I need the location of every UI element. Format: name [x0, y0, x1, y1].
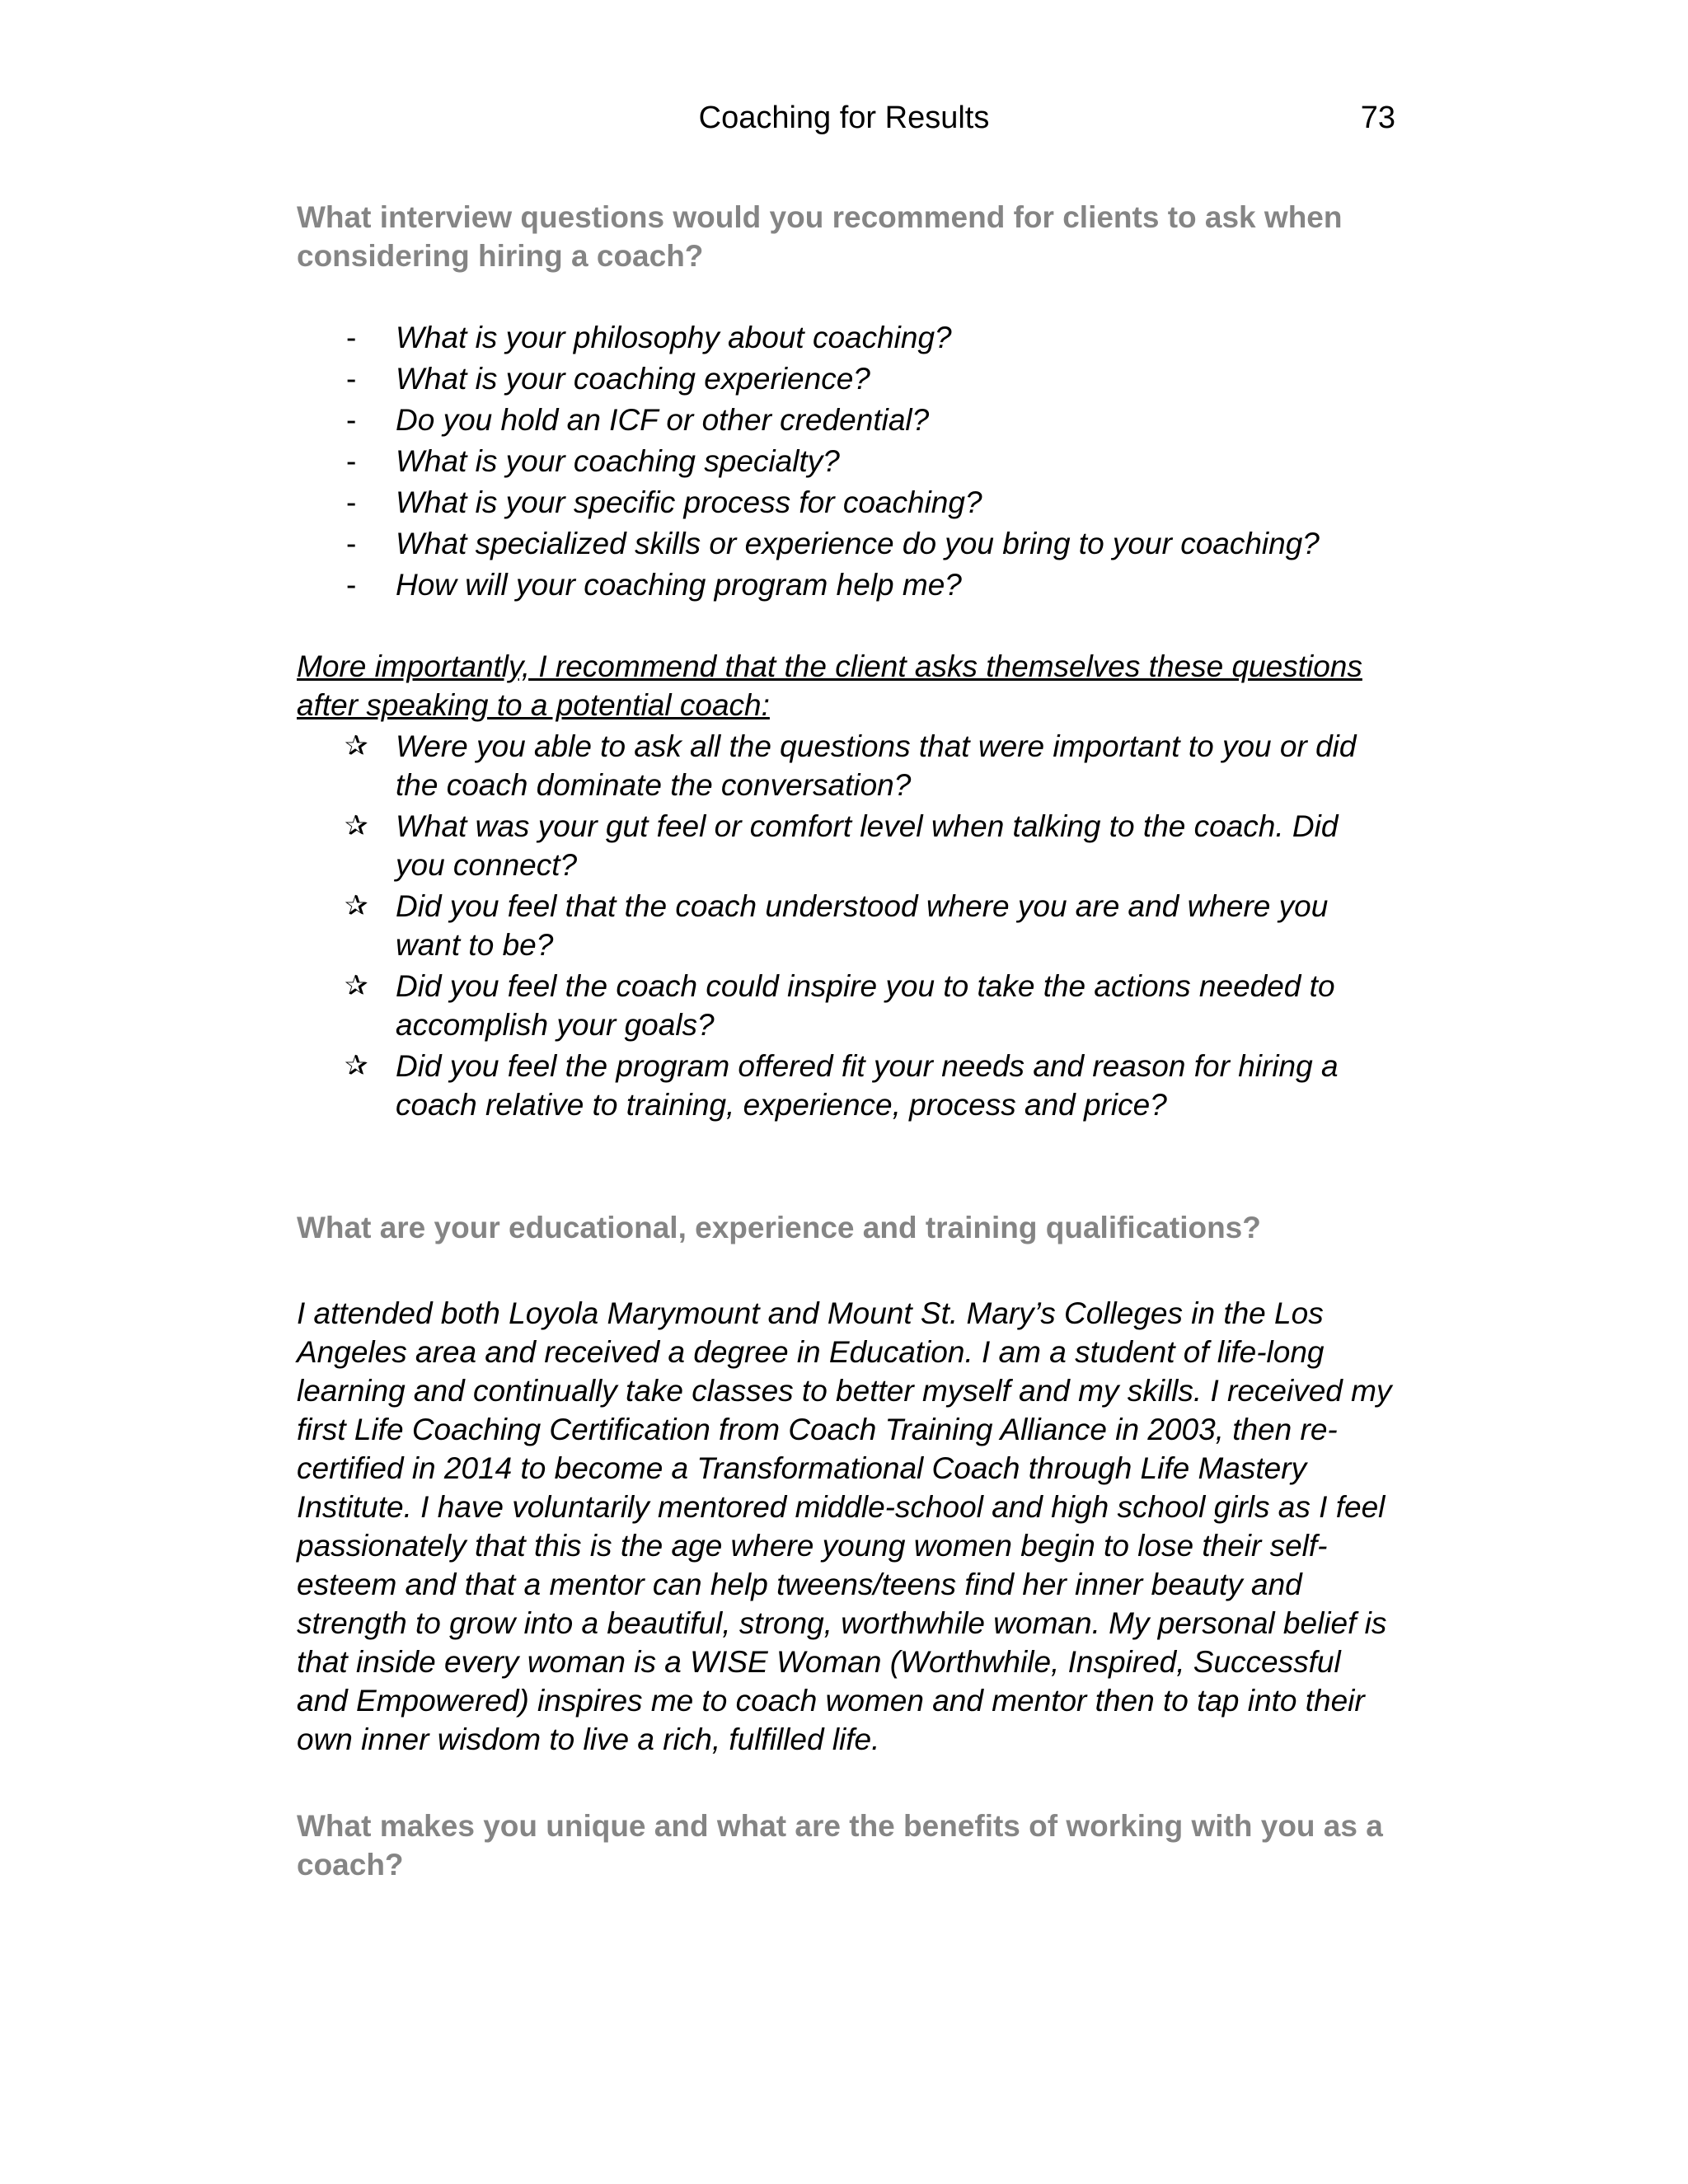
list-item-text: What was your gut feel or comfort level when talking to the coach. Did you connect? — [396, 809, 1339, 882]
list-item-text: Did you feel the program offered fit your needs and reason for hiring a coach relative to training, experience, process and price? — [396, 1049, 1339, 1122]
list-item-text: Were you able to ask all the questions that were important to you or did the coach dominate the conversation? — [396, 729, 1357, 802]
dash-bullet: - — [346, 321, 357, 354]
list-item-text: What is your specific process for coaching? — [396, 485, 982, 519]
list-item-text: What specialized skills or experience do you bring to your coaching? — [396, 527, 1320, 560]
list-item-text: How will your coaching program help me? — [396, 568, 962, 602]
dash-bullet: - — [346, 362, 357, 396]
running-title: Coaching for Results — [698, 101, 990, 135]
list-item — [297, 442, 1385, 480]
list-item — [297, 727, 1385, 804]
qualifications-paragraph: I attended both Loyola Marymount and Mount St. Mary’s Colleges in the Los Angeles area and received a degree in Education. I am a student of life-long learning and continually take classes to better myself and my skills. I received my first Life Coaching Certification from Coach Training Alliance in 2003, then re-certified in 2014 to become a Transformational Coach through Life Mastery Institute. I have voluntarily mentored middle-school and high school girls as I feel passionately that this is the age where young women begin to lose their self-esteem and that a mentor can help tweens/teens find her inner beauty and strength to grow into a beautiful, strong, worthwhile woman. My personal belief is that inside every woman is a WISE Woman (Worthwhile, Inspired, Successful and Empowered) inspires me to coach women and mentor then to tap into their own inner wisdom to live a rich, fulfilled life. — [297, 1296, 1392, 1756]
list-item — [297, 359, 1385, 398]
self-question-list — [297, 727, 1385, 1124]
list-item-text: Did you feel that the coach understood where you are and where you want to be? — [396, 889, 1329, 962]
self-questions-intro: More importantly, I recommend that the client asks themselves these questions after speaking to a potential coach: — [297, 649, 1362, 722]
question-heading-interview: What interview questions would you recommend for clients to ask when considering hiring a coach? — [297, 200, 1343, 273]
list-item — [297, 401, 1385, 439]
page-content — [297, 198, 1392, 1884]
star-bullet-icon: ✰ — [345, 889, 368, 922]
interview-question-list — [297, 318, 1385, 604]
star-bullet-icon: ✰ — [345, 969, 368, 1002]
list-item — [297, 887, 1385, 964]
question-heading-unique: What makes you unique and what are the benefits of working with you as a coach? — [297, 1809, 1383, 1882]
list-item-text: Did you feel the coach could inspire you to take the actions needed to accomplish your goals? — [396, 969, 1335, 1042]
star-bullet-icon: ✰ — [345, 809, 368, 842]
list-item — [297, 483, 1385, 522]
star-bullet-icon: ✰ — [345, 729, 368, 762]
running-header — [0, 97, 1688, 138]
question-heading-qualifications: What are your educational, experience and training qualifications? — [297, 1211, 1261, 1244]
page-number: 73 — [1360, 101, 1395, 135]
list-item — [297, 318, 1385, 357]
list-item-text: What is your coaching specialty? — [396, 444, 840, 478]
list-item — [297, 967, 1385, 1044]
dash-bullet: - — [346, 485, 357, 519]
list-item — [297, 1047, 1385, 1124]
list-item — [297, 807, 1385, 884]
list-item-text: What is your philosophy about coaching? — [396, 321, 952, 354]
dash-bullet: - — [346, 527, 357, 560]
list-item — [297, 565, 1385, 604]
dash-bullet: - — [346, 568, 357, 602]
list-item-text: What is your coaching experience? — [396, 362, 870, 396]
dash-bullet: - — [346, 403, 357, 437]
star-bullet-icon: ✰ — [345, 1049, 368, 1082]
list-item-text: Do you hold an ICF or other credential? — [396, 403, 930, 437]
list-item — [297, 524, 1385, 563]
dash-bullet: - — [346, 444, 357, 478]
